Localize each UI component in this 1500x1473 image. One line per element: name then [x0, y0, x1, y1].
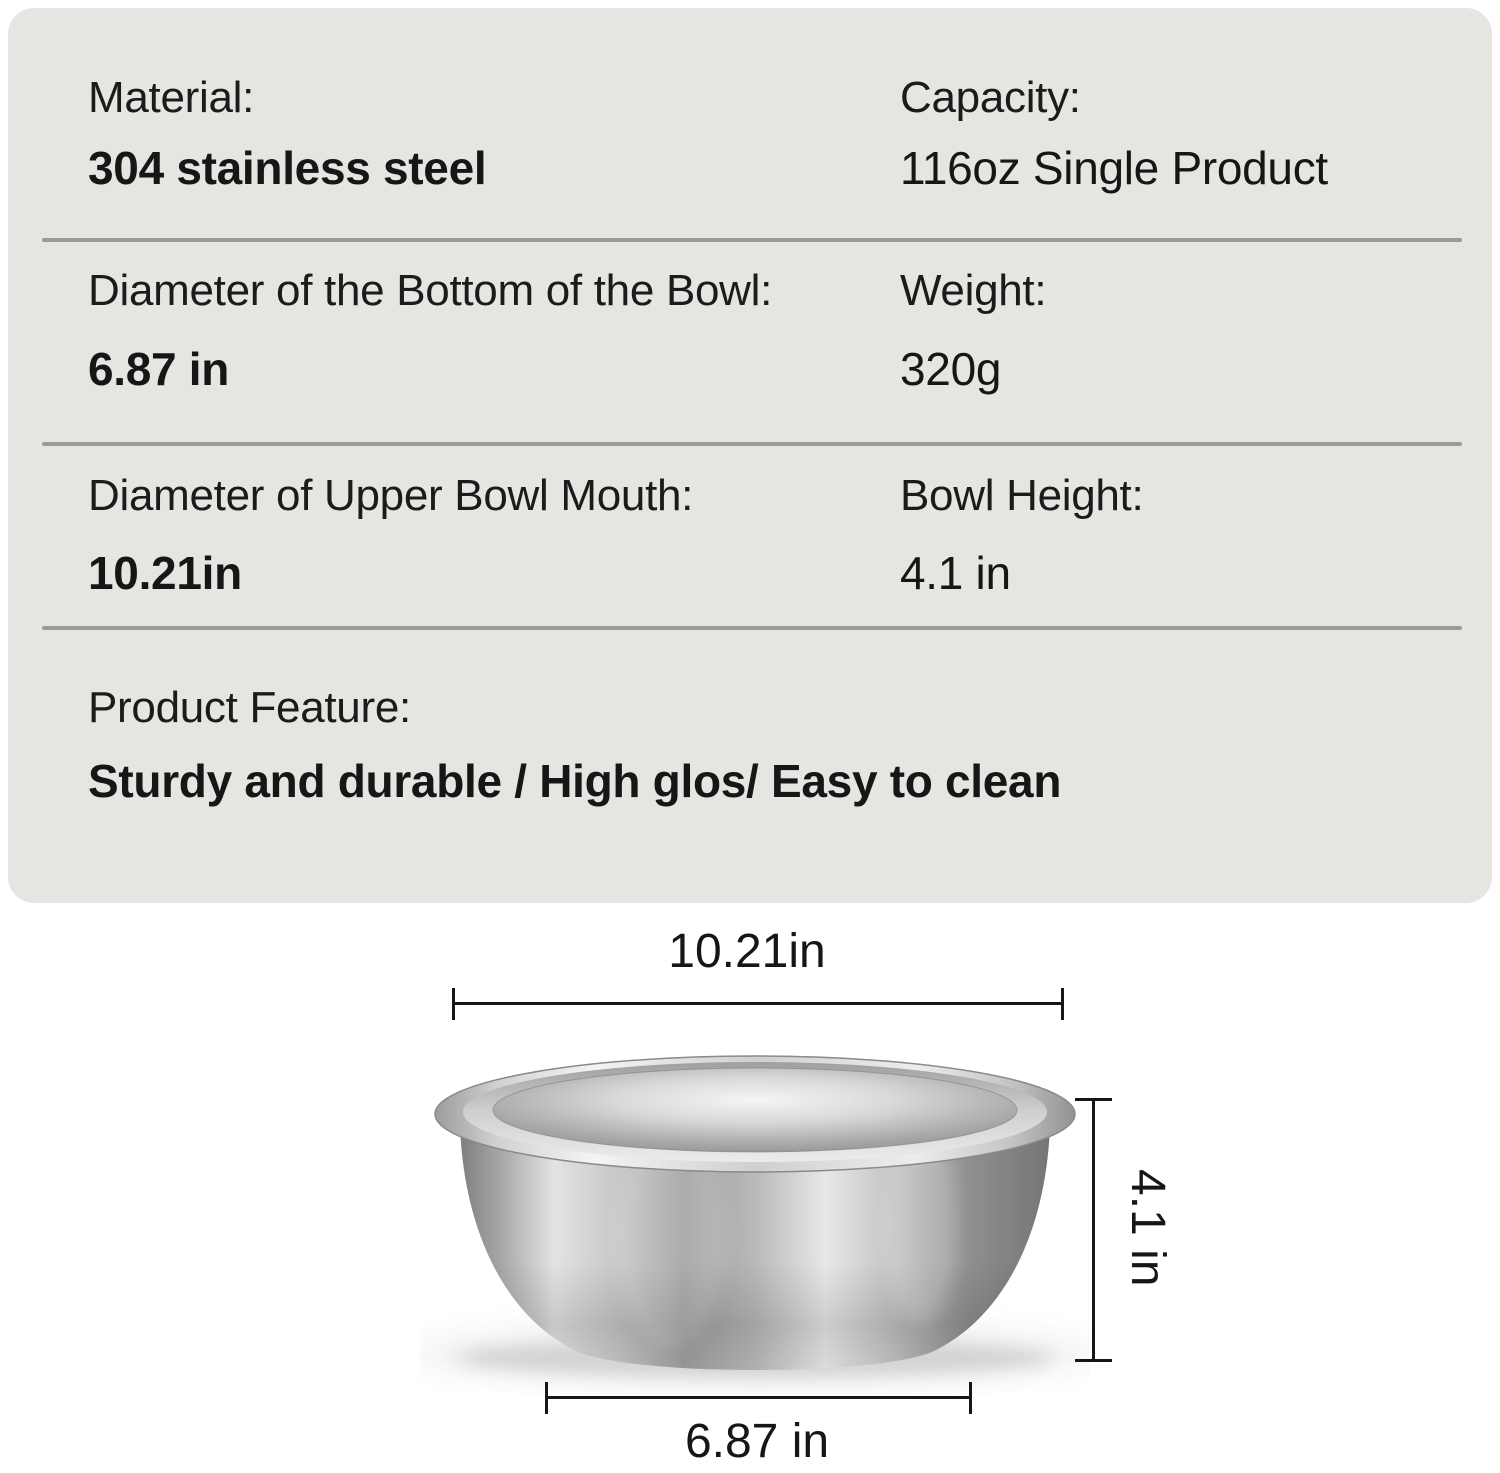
capacity-label: Capacity:	[900, 73, 1081, 122]
base-diameter-dimension-line	[545, 1382, 972, 1414]
height-dimension-line	[1075, 1098, 1112, 1362]
dimension-bar	[1092, 1101, 1095, 1359]
dimension-bar	[455, 1002, 1061, 1005]
product-feature-value: Sturdy and durable / High glos/ Easy to clean	[88, 755, 1062, 807]
dimension-bar	[548, 1396, 969, 1399]
weight-label: Weight:	[900, 266, 1047, 315]
material-label: Material:	[88, 73, 255, 122]
weight-value: 320g	[900, 343, 1002, 395]
mouth-diameter-label: Diameter of Upper Bowl Mouth:	[88, 471, 694, 520]
bowl-height-value: 4.1 in	[900, 547, 1011, 599]
mouth-diameter-dimension-label: 10.21in	[668, 925, 826, 978]
base-diameter-dimension-label: 6.87 in	[684, 1415, 830, 1468]
bowl-opening	[493, 1068, 1017, 1152]
bottom-diameter-label: Diameter of the Bottom of the Bowl:	[88, 266, 773, 315]
capacity-value: 116oz Single Product	[900, 142, 1328, 194]
bowl-photo	[420, 1034, 1090, 1394]
product-feature-label: Product Feature:	[88, 683, 411, 732]
material-value: 304 stainless steel	[88, 142, 487, 194]
bottom-diameter-value: 6.87 in	[88, 343, 230, 395]
mouth-diameter-dimension-line	[452, 988, 1064, 1020]
height-dimension-label: 4.1 in	[1121, 1169, 1174, 1287]
bowl-height-label: Bowl Height:	[900, 471, 1144, 520]
mouth-diameter-value: 10.21in	[88, 547, 242, 599]
